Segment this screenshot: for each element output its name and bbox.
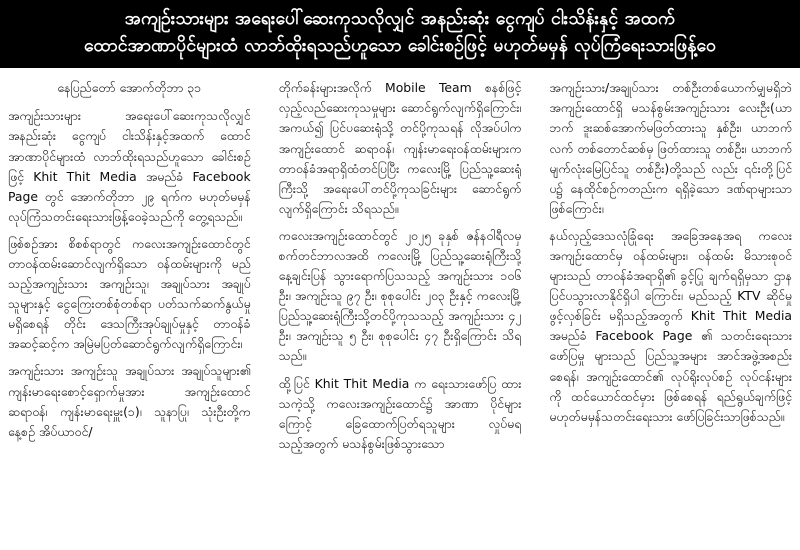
paragraph: ဖြစ်စဉ်အား စိစစ်ရာတွင် ကလေးအကျဉ်းထောင်တွင် တာဝန်ထမ်းဆောင်လျက်ရှိသော ဝန်ထမ်းများကို မည်သည့်အကျဉ်းသား အကျဉ်းသူ၊ အချုပ်သား အချုပ်သူများနှင့် ငွေကြေးတစ်စုံတစ်ရာ ပတ်သက်ဆက်နွယ်မှုမရှိစေရန် တိုင်း ဒေသကြီးအုပ်ချုပ်မှုနှင့် တာဝန်ခံအဆင့်ဆင့်က အမြဲမပြတ်ဆောင်ရွက်လျက်ရှိကြောင်း၊ [8,235,251,352]
paragraph: ကလေးအကျဉ်းထောင်တွင် ၂၀၂၅ ခုနှစ် ဇန်နဝါရီလမှ စက်တင်ဘာလအထိ ကလေးမြို့ ပြည်သူ့ဆေးရုံကြီးသို့ နေ့ချင်းပြန် သွားရောက်ပြသသည့် အကျဉ်းသား ၁၀၆ ဦး၊ အကျဉ်းသူ ၉၇ ဦး၊ စုစုပေါင်း ၂၀၃ ဦးနှင့် ကလေးမြို့ ပြည်သူ့ဆေးရုံကြီးသို့တင်ပို့ကုသသည့် အကျဉ်းသား ၄၂ ဦး၊ အကျဉ်းသူ ၅ ဦး၊ စုစုပေါင်း ၄၇ ဦးရှိကြောင်း သိရသည်။ [278,227,522,364]
article-body [0,68,800,536]
paragraph: ထို့ပြင် Khit Thit Media က ရေးသားဖော်ပြ ထားသကဲ့သို့ ကလေးအကျဉ်းထောင်၌ အာဏာ ပိုင်များကြောင့် ခြေထောက်ပြတ်ရသူများ လှုပ်မရသည့်အတွက် မသန်စွမ်းဖြစ်သွားသော [278,375,522,451]
headline-line-2: ထောင်အာဏာပိုင်များထံ လာဘ်ထိုးရသည်ဟူသော ခေါင်းစဉ်ဖြင့် မဟုတ်မမှန် လုပ်ကြံရေးသားဖြန့်ဝေ [83,36,717,57]
article-column-1 [8,78,251,532]
article-column-3 [549,78,792,532]
headline-banner [0,0,800,68]
dateline: နေပြည်တော် အောက်တိုဘာ ၃၁ [57,80,202,96]
headline-line-1: အကျဉ်းသားများ အရေးပေါ်ဆေးကုသလိုလျှင် အနည်းဆုံး ငွေကျပ် ငါးသိန်းနှင့် အထက် [124,9,676,29]
paragraph: နယ်လှည့်ဒေသလုံခြုံရေး အခြေအနေအရ ကလေးအကျဉ်းထောင်မှ ဝန်ထမ်းများ၊ ဝန်ထမ်း မိသားစုဝင်များသည် တာဝန်ခံအရာရှိ၏ ခွင့်ပြု ချက်ရရှိမှသာ ဌာနပြင်ပသွားလာနိုင်ရှိပါ ကြောင်း၊ မည်သည့် KTV ဆိုင်မှု ဖွင့်လှစ်ခြင်း မရှိသည့်အတွက် Khit Thit Media အမည်ခံ Facebook Page ၏ သတင်းရေးသား ဖော်ပြမှု များသည် ပြည်သူ့အများ အာင်အဖွဲ့အစည်း စေရန်၊ အကျဉ်းထောင်၏ လုပ်ရိုးလုပ်စဉ် လုပ်ငန်းများကို ထင်ယောင်ထင်မှား ဖြစ်စေရန် ရည်ရွယ်ချက်ဖြင့် မဟုတ်မမှန်သတင်းရေးသား ဖော်ပြခြင်းသာဖြစ်သည်။ [549,227,793,424]
paragraph: အကျဉ်းသား/အချုပ်သား တစ်ဦးတစ်ယောက်မျှမရှိဘဲ အကျဉ်းထောင်ရှိ မသန်စွမ်းအကျဉ်းသား လေးဦး(ယာဘက် ဒူးဆစ်အောက်မဖြတ်ထားသူ နှစ်ဦး၊ ယာဘက်လက် တစ်တောင်ဆစ်မှ ဖြတ်ထားသူ တစ်ဦး၊ ယာဘက် မျက်လုံးမြေပြင်သူ တစ်ဦး)တို့သည် လည်း ၎င်းတို့ပြင်ပ၌ နေထိုင်စဉ်ကတည်းက ရရှိခဲ့သော ဒဏ်ရာများသာဖြစ်ကြောင်း၊ [549,80,793,216]
paragraph: အကျဉ်းသား အကျဉ်းသူ အချုပ်သား အချုပ်သူများ၏ ကျန်းမာရေးစောင့်ရှောက်မှုအား အကျဉ်းထောင် ဆရာဝန်၊ ကျန်းမာရေးမှူး(၁)၊ သူနာပြု၊ သုံးဦးတို့က နေ့စဉ် အိပ်ယာဝင်/ [8,363,251,439]
article-column-2 [279,78,522,532]
paragraph: တိုက်ခန်းများအလိုက် Mobile Team စနစ်ဖြင့် လှည့်လည်ဆေးကုသမှုများ ဆောင်ရွက်လျက်ရှိကြောင်း၊ အကယ်၍ ပြင်ပဆေးရုံသို့ တင်ပို့ကုသရန် လိုအပ်ပါက အကျဉ်းထောင် ဆရာဝန်၊ ကျန်းမာရေးဝန်ထမ်းများက တာဝန်ခံအရာရှိထံတင်ပြပြီး ကလေးမြို့ ပြည်သူ့ဆေးရုံ ကြီးသို့ အရေးပေါ်တင်ပို့ကုသခြင်းများ ဆောင်ရွက်လျက်ရှိကြောင်း သိရသည်။ [278,80,522,216]
paragraph: အကျဉ်းသားများ အရေးပေါ်ဆေးကုသလိုလျှင် အနည်းဆုံး ငွေကျပ် ငါးသိန်းနှင့်အထက် ထောင်အာဏာပိုင်များထံ လာဘ်ထိုးရသည်ဟူသော ခေါင်းစဉ်ဖြင့် Khit Thit Media အမည်ခံ Facebook Page တွင် အောက်တိုဘာ ၂၉ ရက်က မဟုတ်မမှန်လုပ်ကြံသတင်းရေးသားဖြန့်ဝေခဲ့သည်ကို တွေ့ရသည်။ [8,108,251,224]
